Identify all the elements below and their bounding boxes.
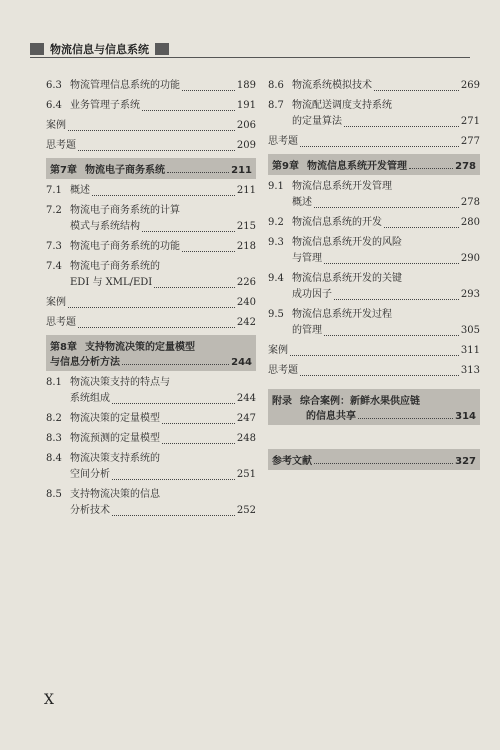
page-number: 242 xyxy=(236,317,256,328)
leader-dots xyxy=(112,514,235,516)
leader-dots xyxy=(324,262,459,264)
page-number: 247 xyxy=(236,413,256,424)
section-title: 思考题 xyxy=(46,317,76,328)
section-title: 支持物流决策的信息 xyxy=(70,489,160,500)
page-number: 280 xyxy=(460,217,480,228)
toc-entry xyxy=(46,451,256,483)
page-number: 314 xyxy=(455,411,476,422)
toc-entry xyxy=(268,271,480,303)
section-number: 7.4 xyxy=(46,261,62,272)
section-number: 9.2 xyxy=(268,217,284,228)
section-title: 模式与系统结构 xyxy=(70,221,140,232)
leader-dots xyxy=(182,250,235,252)
section-number: 7.1 xyxy=(46,185,62,196)
page-number: 215 xyxy=(236,221,256,232)
section-title: 案例 xyxy=(46,120,66,131)
page-number: 251 xyxy=(236,469,256,480)
leader-dots xyxy=(112,478,235,480)
section-number: 6.3 xyxy=(46,80,62,91)
section-number: 9.5 xyxy=(268,309,284,320)
appendix-heading xyxy=(268,389,480,425)
section-title: 物流信息系统开发过程 xyxy=(292,309,392,320)
leader-dots xyxy=(300,145,459,147)
section-title: 概述 xyxy=(292,197,312,208)
leader-dots xyxy=(68,306,235,308)
toc-entry xyxy=(268,98,480,130)
toc-entry xyxy=(46,118,256,134)
leader-dots xyxy=(68,129,235,131)
page-number: 211 xyxy=(236,185,256,196)
section-title: 物流系统模拟技术 xyxy=(292,80,372,91)
leader-dots xyxy=(142,230,235,232)
leader-dots xyxy=(154,286,235,288)
section-title: 案例 xyxy=(46,297,66,308)
toc-left-column xyxy=(46,78,256,519)
chapter-number: 第8章 xyxy=(50,342,77,353)
header-block-right xyxy=(155,43,169,55)
chapter-title-cont: 与信息分析方法 xyxy=(50,357,120,368)
section-title: EDI 与 XML/EDI xyxy=(70,277,153,288)
section-title: 物流配送调度支持系统 xyxy=(292,100,392,111)
toc-entry xyxy=(46,138,256,154)
page-number: 271 xyxy=(460,116,480,127)
section-title: 思考题 xyxy=(268,136,298,147)
header-block-left xyxy=(30,43,44,55)
section-title: 物流信息系统开发管理 xyxy=(292,181,392,192)
section-number: 6.4 xyxy=(46,100,62,111)
chapter-title: 支持物流决策的定量模型 xyxy=(84,342,195,353)
section-number: 9.3 xyxy=(268,237,284,248)
section-title: 成功因子 xyxy=(292,289,332,300)
leader-dots xyxy=(300,374,459,376)
section-title: 物流信息系统的开发 xyxy=(292,217,382,228)
toc-entry xyxy=(46,487,256,519)
section-title: 物流信息系统开发的关键 xyxy=(292,273,402,284)
section-title: 物流预测的定量模型 xyxy=(70,433,160,444)
section-number: 8.7 xyxy=(268,100,284,111)
appendix-title: 综合案例：新鲜水果供应链 xyxy=(300,396,420,407)
page-number: 293 xyxy=(460,289,480,300)
toc-entry xyxy=(46,239,256,255)
page-number: 209 xyxy=(236,140,256,151)
leader-dots xyxy=(142,109,235,111)
section-title: 与管理 xyxy=(292,253,322,264)
toc-entry xyxy=(46,98,256,114)
page-number: 244 xyxy=(231,357,252,368)
toc-entry xyxy=(46,183,256,199)
leader-dots xyxy=(78,149,235,151)
section-title: 思考题 xyxy=(268,365,298,376)
leader-dots xyxy=(92,194,235,196)
leader-dots xyxy=(182,89,235,91)
page-number: 244 xyxy=(236,393,256,404)
section-title: 物流电子商务系统的 xyxy=(70,261,160,272)
page-number: 218 xyxy=(236,241,256,252)
leader-dots xyxy=(384,226,459,228)
page-number: 311 xyxy=(460,345,480,356)
page-number: 211 xyxy=(231,165,252,176)
toc-right-column xyxy=(268,78,480,470)
page-number: 278 xyxy=(460,197,480,208)
chapter-9-heading xyxy=(268,154,480,175)
section-number: 8.1 xyxy=(46,377,62,388)
section-title: 概述 xyxy=(70,185,90,196)
references-title: 参考文献 xyxy=(272,456,312,467)
appendix-label: 附录 xyxy=(272,396,292,407)
leader-dots xyxy=(290,354,459,356)
section-title: 分析技术 xyxy=(70,505,110,516)
chapter-number: 第9章 xyxy=(272,161,299,172)
references-heading xyxy=(268,449,480,470)
toc-entry xyxy=(268,134,480,150)
toc-entry xyxy=(46,411,256,427)
leader-dots xyxy=(112,402,235,404)
leader-dots xyxy=(324,334,459,336)
page-number: 191 xyxy=(236,100,256,111)
section-title: 物流信息系统开发的风险 xyxy=(292,237,402,248)
section-title: 物流决策支持的特点与 xyxy=(70,377,170,388)
section-title: 的管理 xyxy=(292,325,322,336)
toc-entry xyxy=(46,375,256,407)
page-number: 189 xyxy=(236,80,256,91)
toc-entry xyxy=(268,235,480,267)
page-number: 290 xyxy=(460,253,480,264)
leader-dots xyxy=(162,422,235,424)
section-title: 案例 xyxy=(268,345,288,356)
toc-entry xyxy=(268,78,480,94)
section-title: 物流电子商务系统的计算 xyxy=(70,205,180,216)
toc-entry xyxy=(268,307,480,339)
page-number: 206 xyxy=(236,120,256,131)
header-title: 物流信息与信息系统 xyxy=(50,43,149,56)
page-number: 252 xyxy=(236,505,256,516)
leader-dots xyxy=(78,326,235,328)
leader-dots xyxy=(409,167,453,169)
toc-entry xyxy=(268,363,480,379)
page-folio: X xyxy=(44,692,54,708)
section-title: 物流电子商务系统的功能 xyxy=(70,241,180,252)
page-number: 278 xyxy=(455,161,476,172)
section-title: 系统组成 xyxy=(70,393,110,404)
leader-dots xyxy=(167,171,229,173)
leader-dots xyxy=(374,89,459,91)
section-title: 的定量算法 xyxy=(292,116,342,127)
page-number: 226 xyxy=(236,277,256,288)
section-number: 7.3 xyxy=(46,241,62,252)
leader-dots xyxy=(122,363,229,365)
leader-dots xyxy=(314,206,459,208)
leader-dots xyxy=(314,462,453,464)
section-title: 物流决策的定量模型 xyxy=(70,413,160,424)
page-number: 240 xyxy=(236,297,256,308)
page-number: 269 xyxy=(460,80,480,91)
section-number: 8.5 xyxy=(46,489,62,500)
section-title: 思考题 xyxy=(46,140,76,151)
running-header xyxy=(30,42,470,56)
appendix-title-cont: 的信息共享 xyxy=(306,411,356,422)
section-number: 8.6 xyxy=(268,80,284,91)
leader-dots xyxy=(334,298,459,300)
page-number: 313 xyxy=(460,365,480,376)
toc-entry xyxy=(46,78,256,94)
toc-entry xyxy=(46,203,256,235)
chapter-title: 物流电子商务系统 xyxy=(84,165,165,176)
toc-entry xyxy=(268,215,480,231)
leader-dots xyxy=(162,442,235,444)
header-rule xyxy=(30,57,470,58)
page-number: 277 xyxy=(460,136,480,147)
page-number: 305 xyxy=(460,325,480,336)
toc-entry xyxy=(268,343,480,359)
toc-entry xyxy=(268,179,480,211)
section-number: 9.1 xyxy=(268,181,284,192)
leader-dots xyxy=(344,125,459,127)
section-number: 8.2 xyxy=(46,413,62,424)
page-number: 327 xyxy=(455,456,476,467)
section-number: 8.4 xyxy=(46,453,62,464)
section-title: 物流管理信息系统的功能 xyxy=(70,80,180,91)
chapter-7-heading xyxy=(46,158,256,179)
section-title: 空间分析 xyxy=(70,469,110,480)
section-number: 8.3 xyxy=(46,433,62,444)
section-number: 9.4 xyxy=(268,273,284,284)
leader-dots xyxy=(358,417,453,419)
page-number: 248 xyxy=(236,433,256,444)
chapter-title: 物流信息系统开发管理 xyxy=(306,161,407,172)
chapter-8-heading xyxy=(46,335,256,371)
section-number: 7.2 xyxy=(46,205,62,216)
section-title: 物流决策支持系统的 xyxy=(70,453,160,464)
toc-entry xyxy=(46,431,256,447)
chapter-number: 第7章 xyxy=(50,165,77,176)
toc-entry xyxy=(46,315,256,331)
toc-entry xyxy=(46,259,256,291)
toc-entry xyxy=(46,295,256,311)
section-title: 业务管理子系统 xyxy=(70,100,140,111)
